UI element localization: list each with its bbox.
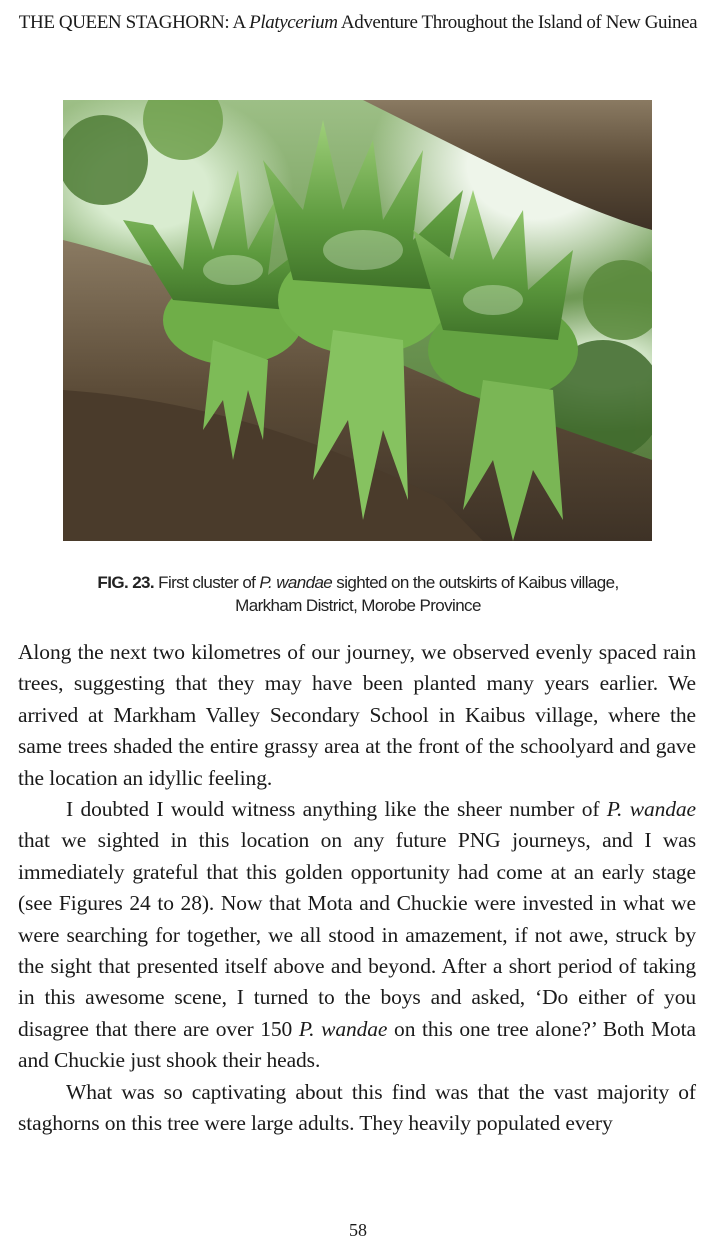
- figure-label: FIG. 23.: [97, 573, 155, 592]
- caption-text-b: sighted on the outskirts of Kaibus village,: [332, 573, 619, 592]
- paragraph-2-text-c: on this one tree alone?’ Both Mota and Chuckie just shook their heads.: [18, 1016, 696, 1073]
- paragraph-2-text-a: I doubted I would witness anything like the sheer number of: [66, 797, 607, 822]
- paragraph-2: [18, 794, 696, 1077]
- photo-illustration: [63, 100, 652, 541]
- figure-photo: [63, 100, 652, 541]
- caption-line-2: Markham District, Morobe Province: [235, 596, 481, 615]
- paragraph-2-text-b: that we sighted in this location on any future PNG journeys, and I was immediately grateful that this golden opportunity had come at an early stage (see Figures 24 to 28). Now that Mota and Chuckie were invested in what we were searching for together, we all stood in amazement, if not awe, struck by the sight that presented itself above and beyond. After a short period of taking in this awesome scene, I turned to the boys and asked, ‘Do either of you disagree that there are over 150: [18, 828, 696, 1041]
- caption-text-a: First cluster of: [154, 573, 260, 592]
- body-text: [18, 637, 696, 1140]
- paragraph-3: What was so captivating about this find was that the vast majority of staghorns on this tree were large adults. They heavily populated every: [18, 1079, 696, 1136]
- caption-species: P. wandae: [259, 573, 333, 592]
- running-head-italic: Platycerium: [249, 12, 338, 33]
- page-number: 58: [349, 1220, 367, 1240]
- paragraph-1: Along the next two kilometres of our journey, we observed evenly spaced rain trees, suggesting that they may have been planted many years earlier. We arrived at Markham Valley Secondary School in Kaibus village, where the same trees shaded the entire grassy area at the front of the schoolyard and gave the location an idyllic feeling.: [18, 640, 696, 790]
- running-head-text-end: Adventure Throughout the Island of New Guinea: [337, 12, 698, 33]
- paragraph-2-species-2: P. wandae: [298, 1016, 388, 1041]
- caption-line-1: [0, 571, 716, 594]
- running-head-text: THE QUEEN STAGHORN: A: [18, 12, 250, 33]
- figure-caption: [0, 571, 716, 617]
- paragraph-2-species-1: P. wandae: [606, 797, 696, 822]
- running-head: [0, 12, 716, 34]
